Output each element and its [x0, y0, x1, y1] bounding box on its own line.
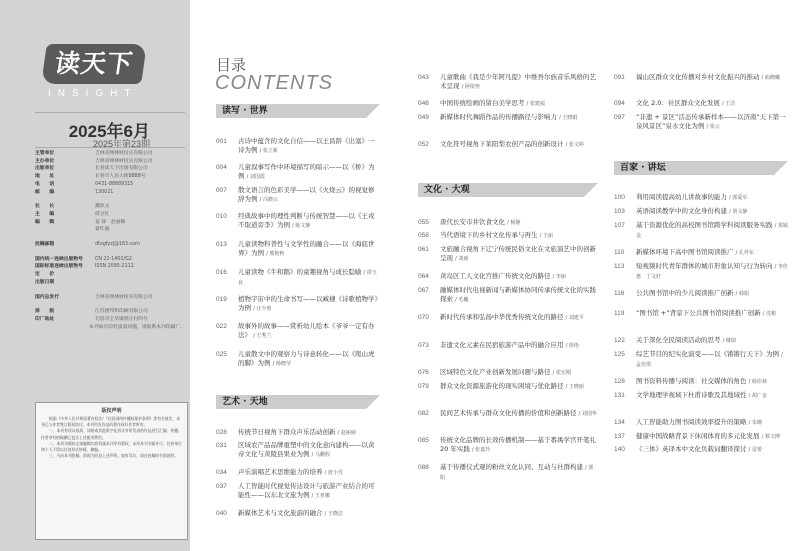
entry-title: 传统节日视角下群众声乐活动创新 / 赵丽丽 [238, 428, 356, 436]
entry-title: 区域农产品品牌重塑中的文化意向建构——以黄帝文化与黄陵县果业为例 / 马鹏程 [238, 441, 375, 458]
page-number: 079 [418, 383, 429, 390]
toc-entry[interactable] [614, 113, 788, 132]
page-number: 131 [614, 392, 625, 399]
entry-title: 新时代传承和弘扬中华优秀传统文化的路径 / 刘建平 [440, 313, 584, 321]
info-row [35, 241, 185, 249]
notice-paragraph: 三、凡向本刊投稿，即视为同意上述声明。如有异议，请在投稿时书面说明。 [49, 453, 179, 459]
entry-author: / 蔡文博 [761, 434, 780, 440]
page-number: 034 [216, 469, 227, 476]
notice-body [41, 416, 182, 459]
info-value: dtxgfyzj@163.com [95, 242, 140, 248]
toc-entry[interactable] [614, 377, 788, 387]
entry-title: 非遗文化元素在民宿旅游产品中的融合应用 / 徐艳 [440, 341, 579, 349]
spacer [35, 196, 185, 203]
entry-author: / 冯晓云 [259, 197, 278, 203]
magazine-logo [41, 44, 147, 84]
entry-author: / 郭阳 [440, 465, 594, 481]
toc-entry[interactable] [614, 289, 788, 299]
entry-author: / 陈文静 [292, 223, 311, 229]
toc-entry[interactable] [216, 186, 380, 205]
toc-entry[interactable] [418, 286, 598, 305]
entry-title: “非遗 + 景区”活态传承新样本——以济南“天下第一泉风景区”泉水文化为例 / 张云 [636, 113, 786, 130]
entry-author: / 孔祥东 [735, 250, 754, 256]
entry-title: 群众文化资源旅游化的现实困境与优化路径 / 王晓丽 [440, 382, 584, 390]
page-number: 058 [418, 232, 429, 239]
entry-title: 经典故事中的理性判断与传统智慧——以《王戎不取道旁李》为例 / 陈文静 [238, 212, 375, 229]
spacer [35, 249, 185, 256]
info-value: 江苏德邦和印刷有限公司 [95, 309, 148, 315]
entry-author: / 杨静 [507, 220, 521, 226]
notice-paragraph: 根据《中华人民共和国著作权法》《信息网络传播权保护条例》等有关规定，本刊已与作者签订版权协议，本刊所发作品的著作权归作者所有。 [41, 416, 180, 428]
page-number: 091 [614, 74, 625, 81]
info-label [35, 324, 89, 332]
section-header: 百家 · 讲坛 [614, 161, 788, 175]
info-row [35, 158, 185, 166]
entry-author: / 王晓洁 [324, 511, 343, 517]
info-label: 印厂地址 [35, 316, 55, 322]
entry-author: / 胡广金 [748, 393, 767, 399]
page-number: 028 [216, 429, 227, 436]
entry-author: / 张立新 [259, 148, 278, 154]
entry-author: / 王秀兰 [253, 333, 272, 339]
entry-author: / 王晓丽 [565, 384, 584, 390]
toc-entry[interactable] [614, 445, 788, 455]
page-number: 013 [216, 241, 227, 248]
toc-title: 目录 [216, 56, 247, 74]
entry-title: 文化 2.0：社区群众文化发展 / 王洁 [636, 99, 736, 107]
toc-entry[interactable] [216, 295, 380, 314]
info-label [35, 226, 95, 234]
page-number: 010 [216, 213, 227, 220]
page-number: 019 [216, 296, 227, 303]
entry-title: 人工智能时代视觉传达设计与旅游产业结合的可能性——以东北文旅为例 / 王亚娜 [238, 482, 375, 499]
entry-author: / 刘建平 [565, 315, 584, 321]
info-row [35, 189, 185, 197]
entry-title: 当代语境下的乡村文化传承与再生 / 王丽 [440, 231, 553, 239]
entry-title: “图书馆 +”背景下公共图书馆阅读推广创新 / 沈彬 [636, 309, 777, 317]
info-row [35, 181, 185, 189]
entry-title: 图书资料传播与阅读：社交媒体的角色 / 杨佳林 [636, 377, 767, 385]
page-number: 107 [614, 222, 625, 229]
page-number: 088 [418, 464, 429, 471]
toc-entry[interactable] [418, 99, 598, 109]
page-number: 001 [216, 138, 227, 145]
toc-entry[interactable] [418, 272, 598, 282]
entry-author: / 韩娟 [735, 291, 749, 297]
entry-title: 利用阅读提高幼儿讲故事的能力 / 郭爱军 [636, 193, 748, 201]
entry-title: 《三体》英译本中文化负载词翻译探讨 / 雷蕾 [636, 445, 762, 453]
info-row [35, 256, 185, 264]
info-value: 翟红丽 [95, 227, 110, 233]
page-number: 067 [418, 287, 429, 294]
entry-author: / 曲晓曦 [761, 75, 780, 81]
entry-author: / 楼瑞 [722, 338, 736, 344]
entry-title: 基于传播仪式观的粉丝文化认同、互动与社群构建 / 郭阳 [440, 463, 594, 481]
info-value: 0431-88889315 [95, 181, 134, 187]
info-row [35, 279, 185, 287]
entry-author: / 毛巍 [455, 297, 469, 303]
page-number: 082 [418, 410, 429, 417]
entry-author: / 唐小雪 [324, 470, 343, 476]
toc-entry[interactable] [418, 409, 598, 419]
entry-title: 民间艺术传承与群众文化传播的价值和创新路径 / 刘国华 [440, 409, 597, 417]
logo-subtitle: INSIGHT [48, 88, 138, 99]
toc-entry[interactable] [614, 99, 788, 109]
page-number: 016 [216, 269, 227, 276]
section-header: 艺术 · 天地 [216, 395, 380, 409]
info-label: 排 版 [35, 309, 55, 315]
entry-title: 古诗中蕴含的文化自信——以王昌龄《出塞》一诗为例 / 张立新 [238, 137, 375, 154]
page-number: 064 [418, 273, 429, 280]
page-number: 007 [216, 187, 227, 194]
entry-author: / 张宏刚 [552, 370, 571, 376]
info-label: 主管单位 [35, 151, 55, 156]
entry-author: / 张建福 [526, 101, 545, 107]
notice-paragraph: 二、本刊刊载的全部编辑内容均属本刊享有版权，未经本刊书面许可，任何单位和个人不得以任何形式转载、摘编。 [41, 440, 182, 453]
entry-title: 区域特色文化产业创新发展问题与路径 / 张宏刚 [440, 368, 571, 376]
toc-entry[interactable] [216, 350, 380, 369]
toc-entry[interactable] [418, 436, 598, 455]
entry-title: 故事外的故事——赏析幼儿绘本《爷爷一定有办法》 / 王秀兰 [238, 322, 375, 339]
toc-entry[interactable] [216, 441, 380, 460]
info-value: 魏欣文 [95, 204, 110, 210]
info-row [35, 173, 185, 181]
page-number: 040 [216, 510, 227, 517]
entry-author: / 孟佳琪 [636, 352, 783, 368]
toc-entry[interactable] [216, 268, 380, 288]
entry-title: 儿童读物科普性与文学性的融合——以《海底世界》为例 / 邢艳秋 [238, 240, 375, 257]
page-number: 055 [418, 219, 429, 226]
info-row [35, 150, 185, 158]
entry-title: 儿童叙事写作中环境描写的暗示——以《桥》为例 / 刘国霞 [238, 163, 375, 180]
magazine-sidebar [0, 0, 190, 551]
info-label: 地 址 [35, 174, 55, 180]
info-row [35, 294, 185, 302]
page-number: 128 [614, 378, 625, 385]
entry-title: 文旅融合视角下辽宁传统民俗文化在文旅演艺中的创新呈现 / 刘丽 [440, 245, 596, 262]
info-value: 吉林省网林财投实有限公司 [95, 151, 153, 156]
page-number: 025 [216, 351, 227, 358]
entry-author: / 李丽 [552, 274, 566, 280]
entry-title: 儿童歌曲《我是少年阿凡提》中维吾尔族音乐风格的艺术呈现 / 阿依努 [440, 73, 596, 90]
info-row [35, 226, 185, 234]
info-label: 出版日期 [35, 279, 55, 285]
entry-title: 传统文化品牌的长效传播机制——基于番禺学宫开笔礼 20 年实践 / 张嘉玲 [440, 436, 596, 453]
entry-title: 植物宇宙中的生命书写——以臧棣《诗歌植物学》为例 / 汪少蓉 [238, 295, 378, 312]
info-value: 谭卫红 [95, 211, 110, 217]
page-number: 043 [418, 74, 429, 81]
entry-title: 新媒体时代舞蹈作品的传播路径与影响力 / 王晓娟 [440, 113, 578, 121]
info-label: 主办单位 [35, 158, 55, 164]
entry-author: / 李佳惠 丁文轩 [636, 264, 788, 280]
entry-author: / 谭玉良 [238, 270, 377, 286]
section-header: 文化 · 大观 [418, 183, 598, 197]
toc-entry[interactable] [418, 231, 598, 241]
entry-author: / 王丽 [539, 233, 553, 239]
spacer [35, 301, 185, 308]
info-value: 本刊如有印装质量问题，请联系本刊印刷厂。 [89, 324, 185, 330]
page-number: 097 [614, 114, 625, 121]
entry-title: 公共图书馆中的少儿阅读推广创新 / 韩娟 [636, 289, 749, 297]
notice-title: 版权声明 [101, 408, 122, 414]
page-number: 031 [216, 442, 227, 449]
logo-text: 读天下 [53, 49, 136, 78]
info-row [35, 308, 185, 316]
entry-title: 关于深化全民阅读活动的思考 / 楼瑞 [636, 336, 736, 344]
info-label: 国内总发行 [35, 294, 59, 300]
info-label: 电 话 [35, 181, 55, 187]
page-number: 125 [614, 351, 625, 358]
entry-title: 短视频时代青年群体的城市形象认知与行为转向 / 李佳惠 丁文轩 [636, 262, 788, 280]
info-row [35, 203, 185, 211]
toc-entry[interactable] [614, 221, 788, 241]
toc-entry[interactable] [418, 341, 598, 351]
entry-title: 中国传统绘画的留白美学思考 / 张建福 [440, 99, 545, 107]
entry-title: 健康中国战略背景下休闲体育的多元化发展 / 蔡文博 [636, 432, 780, 440]
entry-title: 综艺节目的纪实化演变——以《锵锵行天下》为例 / 孟佳琪 [636, 350, 783, 368]
copyright-notice [35, 402, 188, 540]
info-value: 长春市人民大街8888号 [95, 174, 146, 180]
info-label: 主 编 [35, 211, 55, 217]
info-row [35, 263, 185, 271]
entry-author: / 阿依努 [461, 84, 480, 90]
divider [35, 112, 185, 113]
entry-author: / 赵丽丽 [337, 430, 356, 436]
info-value: 130021 [95, 189, 114, 195]
entry-title: 黄岛区工人文化宫推广传统文化的路径 / 李丽 [440, 272, 566, 280]
toc-entry[interactable] [418, 73, 598, 92]
info-label: 社 长 [35, 204, 55, 210]
toc-entry[interactable] [216, 212, 380, 231]
entry-author: / 王亚娜 [311, 493, 330, 499]
toc-entry[interactable] [614, 309, 788, 319]
entry-title: 文化符号视角下莱阳梨农创产品的创新设计 / 张文婷 [440, 140, 584, 148]
entry-title: 散文语言的色彩美学——以《火烧云》的视觉修辞为例 / 冯晓云 [238, 186, 375, 203]
info-value: ISSN 2095-2112 [95, 264, 134, 270]
entry-title: 声乐演唱艺术思维能力的培养 / 唐小雪 [238, 468, 343, 476]
toc-entry[interactable] [614, 336, 788, 346]
page-number: 137 [614, 433, 625, 440]
toc-entry[interactable] [216, 240, 380, 259]
notice-paragraph: 一、本刊有权以纸质、网络或其他数字化形式对所发表的作品进行汇编、传播，作者享有的稿酬已包含上述使用费用。 [41, 428, 182, 440]
entry-author: / 张云 [706, 124, 720, 130]
page-number: 022 [216, 323, 227, 330]
toc-entry[interactable] [614, 248, 788, 258]
entry-title: 唐代长安市井饮食文化 / 杨静 [440, 218, 521, 226]
page-number: 085 [418, 437, 429, 444]
info-row [35, 271, 185, 279]
toc-entry[interactable] [614, 391, 788, 401]
entry-author: / 朱珊 [748, 420, 762, 426]
toc-entry[interactable] [216, 137, 380, 156]
page-number: 004 [216, 164, 227, 171]
entry-author: / 张嘉玲 [471, 447, 491, 453]
toc-entry[interactable] [418, 382, 598, 392]
toc-entry[interactable] [418, 463, 598, 483]
entry-author: / 王洁 [721, 101, 736, 107]
entry-author: / 汪少蓉 [253, 306, 272, 312]
toc-entry[interactable] [216, 322, 380, 341]
divider [35, 147, 185, 148]
page-number: 052 [418, 141, 429, 148]
entry-title: 人工智能助力图书阅读效率提升的策略 / 朱珊 [636, 418, 762, 426]
entry-author: / 刘国霞 [246, 174, 265, 180]
entry-author: / 刘丽 [455, 256, 469, 262]
toc-entry[interactable] [216, 509, 380, 519]
info-label: 出版单位 [35, 166, 55, 172]
section-header: 读写 · 世界 [216, 104, 380, 118]
entry-title: 基于资源优化的高校图书馆跨学科阅读服务实践 / 郑锡金 [636, 221, 788, 239]
toc-subtitle: CONTENTS [215, 72, 333, 94]
toc-entry[interactable] [216, 163, 380, 182]
toc-entry[interactable] [216, 428, 380, 438]
info-label: 国际标准连续出版物号 [35, 264, 83, 270]
toc-entry[interactable] [418, 140, 598, 150]
page-number: 116 [614, 290, 625, 297]
info-label: 投稿邮箱 [35, 242, 55, 248]
toc-entry[interactable] [418, 368, 598, 378]
toc-entry[interactable] [614, 193, 788, 203]
issue-number: 2025年第23期 [92, 139, 150, 149]
toc-entry[interactable] [418, 113, 598, 123]
page-number: 119 [614, 310, 625, 317]
page-number: 100 [614, 194, 625, 201]
spacer [35, 234, 185, 241]
page-number: 037 [216, 483, 227, 490]
info-value: 吉林省网林财投实有限公司 [95, 294, 153, 300]
entry-title: 儿童读物《牛和鹅》的童趣视角与成长隐喻 / 谭玉良 [238, 268, 377, 286]
entry-title: 新媒体环境下高中图书馆阅读推广 / 孔祥东 [636, 248, 754, 256]
info-value: 吉林省网林财投实有限公司 [95, 158, 153, 164]
entry-title: 文学地理学视域下杜甫诗歌及其地域性 / 胡广金 [636, 391, 767, 399]
toc-entry[interactable] [614, 418, 788, 428]
page-number: 046 [418, 100, 429, 107]
entry-title: 英语阅读教学中的文化身份构建 / 贾文静 [636, 207, 748, 215]
info-value: CN 22-1401/G2 [95, 256, 132, 262]
page-number: 070 [418, 314, 429, 321]
publication-info [35, 150, 185, 331]
page-number: 122 [614, 337, 625, 344]
toc-entry[interactable] [216, 482, 380, 501]
entry-author: / 贾文静 [729, 209, 748, 215]
entry-author: / 刘国华 [578, 411, 597, 417]
page-number: 113 [614, 263, 625, 270]
toc-entry[interactable] [614, 207, 788, 217]
page-number: 094 [614, 100, 625, 107]
entry-author: / 杨佳林 [748, 379, 767, 385]
entry-author: / 王晓娟 [559, 115, 578, 121]
toc-entry[interactable] [418, 245, 598, 264]
entry-author: / 雷蕾 [748, 447, 762, 453]
info-row [35, 324, 185, 332]
info-row [35, 211, 185, 219]
toc-entry[interactable] [614, 432, 788, 442]
info-label: 邮 编 [35, 189, 55, 195]
toc-entry[interactable] [614, 73, 788, 83]
toc-entry[interactable] [418, 218, 598, 228]
info-label: 定 价 [35, 272, 55, 278]
page-number: 049 [418, 114, 429, 121]
issue-year-month: 2025年6月 [68, 122, 150, 141]
entry-author: / 沈彬 [762, 311, 777, 317]
entry-author: / 郭爱军 [729, 195, 748, 201]
info-value: 长春读天下出版有限公司 [95, 166, 148, 172]
page-number: 103 [614, 208, 625, 215]
entry-title: 融媒体时代电视新闻与新媒体协同传承传统文化的实践探索 / 毛巍 [440, 286, 596, 303]
page-number: 073 [418, 342, 429, 349]
info-row [35, 165, 185, 173]
toc-entry[interactable] [418, 313, 598, 323]
toc-entry[interactable] [614, 350, 788, 370]
entry-author: / 徐艳 [565, 343, 579, 349]
info-value: 句容市宝华镇荆庄村四号 [95, 316, 148, 322]
entry-author: / 郑锡金 [636, 223, 788, 239]
info-row [35, 219, 185, 227]
info-value: 姜 锋 赵丽娜 [95, 219, 126, 225]
spacer [35, 287, 185, 294]
entry-author: / 马鹏程 [311, 452, 330, 458]
entry-author: / 邢艳秋 [266, 251, 285, 257]
entry-title: 儿童散文中的观察力与诗意转化——以《爬山虎的脚》为例 / 杨晓莹 [238, 350, 375, 367]
toc-entry[interactable] [614, 262, 788, 282]
entry-author: / 张文婷 [565, 142, 584, 148]
page-number: 140 [614, 446, 625, 453]
entry-author: / 杨晓莹 [272, 361, 291, 367]
page-number: 110 [614, 249, 625, 256]
page-number: 076 [418, 369, 429, 376]
entry-title: 新媒体艺术与文化旅游的融合 / 王晓洁 [238, 509, 343, 517]
entry-title: 福山区群众文化传播对乡村文化振兴的推动 / 曲晓曦 [636, 73, 780, 81]
page-number: 061 [418, 246, 429, 253]
info-label: 国内统一连续出版物号 [35, 256, 83, 262]
info-row [35, 316, 185, 324]
info-label: 编 辑 [35, 219, 55, 225]
page-number: 134 [614, 419, 625, 426]
toc-entry[interactable] [216, 468, 380, 478]
